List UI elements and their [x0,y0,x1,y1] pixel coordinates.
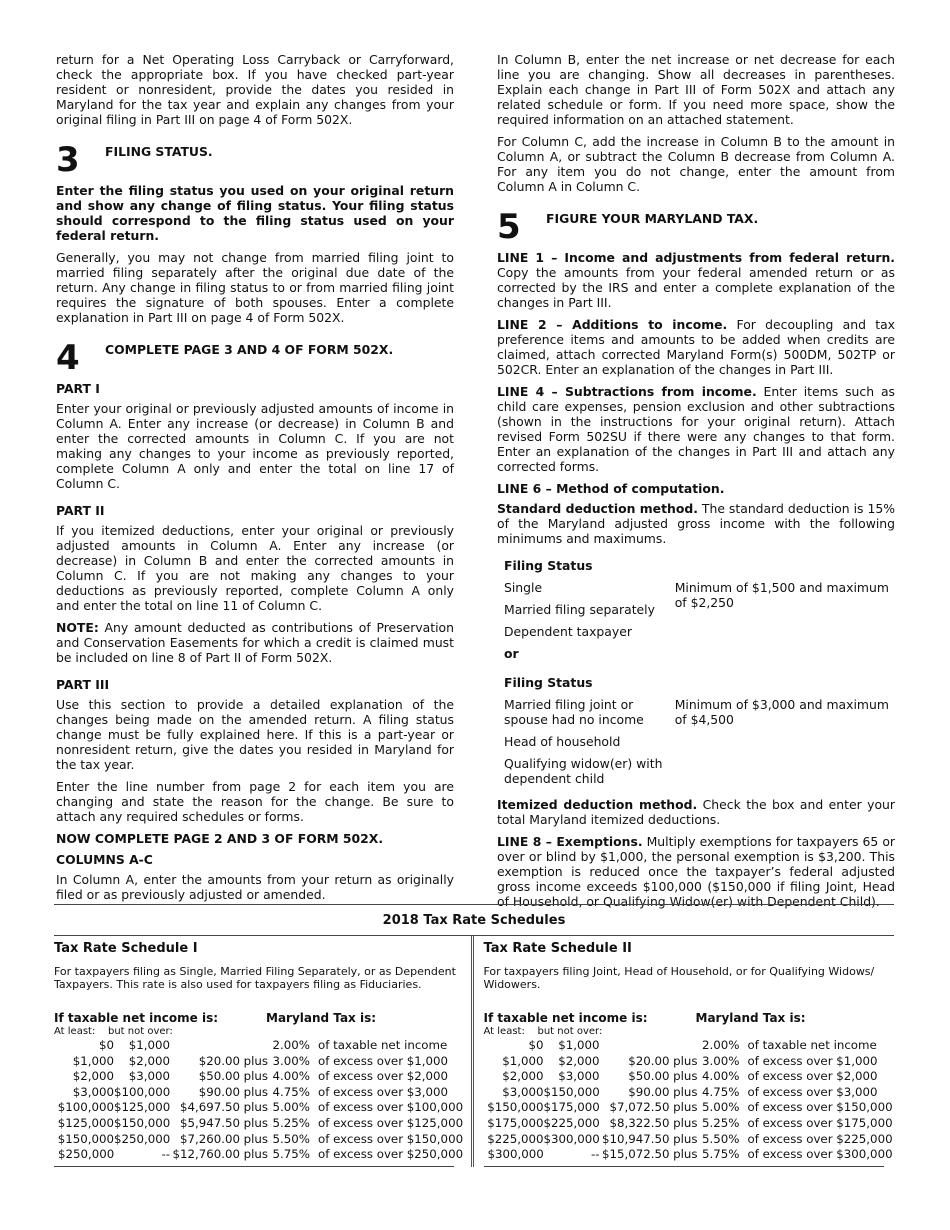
part-1-heading: PART I [56,381,100,396]
cell-rate: 5.75% [702,1147,740,1162]
cell-rate: 2.00% [702,1038,740,1052]
filing-status-instruction: Enter the filing status you used on your original return and show any change of filing status. Your filing status should correspond to the filing status used on your federal return. [56,183,454,243]
filing-status-item: Married filing joint or spouse had no income [504,697,644,727]
table-row [484,1132,895,1148]
standard-deduction-label: Standard deduction method. [497,501,698,516]
cell-rate: 5.25% [702,1115,740,1130]
cell-base-tax: $7,260.00 [179,1131,240,1146]
filing-status-item: Married filing separately [504,602,655,617]
itemized-deduction-text: Check the box and enter your total Maryland itemized deductions. [497,797,895,827]
schedule-rows [484,1038,895,1163]
tax-header: Maryland Tax is: [266,1011,377,1025]
cell-description: of excess over $3,000 [318,1084,449,1099]
section-number: 5 [497,207,521,247]
cell-base-tax: $8,322.50 [609,1115,670,1130]
cell-description: of excess over $175,000 [747,1115,893,1130]
cell-plus: plus [673,1069,698,1084]
line-2-paragraph [497,317,895,377]
cell-description: of excess over $1,000 [318,1053,449,1068]
schedule-title: Tax Rate Schedule I [54,941,198,956]
schedule-rule [54,1166,454,1167]
table-row [484,1147,895,1163]
note-text: Any amount deducted as contributions of Preservation and Conservation Easements for which a credit is claimed must be included on line 8 of Part II of Form 502X. [56,620,454,665]
cell-at-least: $150,000 [487,1100,544,1115]
cell-plus: plus [673,1100,698,1115]
at-least-label: At least: [483,1026,525,1037]
tax-rate-schedule-2 [474,936,895,1167]
cell-at-least: $0 [528,1038,544,1052]
cell-not-over: $150,000 [114,1115,171,1130]
column-c-paragraph: For Column C, add the increase in Column B to the amount in Column A, or subtract the Column B decrease from Column A. For any item you do not change, enter the amount from Column A in Column C. [497,134,895,194]
cell-at-least: $2,000 [502,1069,544,1084]
columns-heading: COLUMNS A-C [56,852,153,867]
cell-rate: 5.25% [272,1115,310,1130]
line-2-label: LINE 2 – Additions to income. [497,317,728,332]
cell-not-over: $3,000 [128,1069,170,1084]
filing-status-heading: Filing Status [504,558,593,573]
cell-base-tax: $90.00 [628,1084,670,1099]
now-complete-heading: NOW COMPLETE PAGE 2 AND 3 OF FORM 502X. [56,831,384,846]
cell-description: of excess over $2,000 [747,1069,878,1084]
cell-plus: plus [673,1131,698,1146]
filing-status-table [504,558,895,793]
not-over-label: but not over: [108,1026,173,1037]
cell-plus: plus [673,1053,698,1068]
cell-not-over: $125,000 [114,1100,171,1115]
intro-paragraph: return for a Net Operating Loss Carryback or Carryforward, check the appropriate box. If you have checked part-year resident or nonresident, provide the dates you resided in Maryland for the tax year and explain any changes from your original filing in Part III on page 4 of Form 502X. [56,52,454,127]
schedule-rule [484,1166,884,1167]
cell-base-tax: $10,947.50 [601,1131,670,1146]
cell-at-least: $175,000 [487,1115,544,1130]
cell-rate: 5.50% [702,1131,740,1146]
cell-rate: 4.75% [272,1084,310,1099]
table-row [484,1069,895,1085]
schedule-subheader [54,1026,465,1038]
cell-not-over: $150,000 [543,1084,600,1099]
cell-plus: plus [673,1147,698,1162]
line-1-text: Copy the amounts from your federal amended return or as corrected by the IRS and enter a complete explanation of the changes in Part III. [497,265,895,310]
cell-not-over: $1,000 [558,1038,600,1052]
filing-status-item: Qualifying widow(er) with dependent child [504,756,663,786]
cell-base-tax: $7,072.50 [609,1100,670,1115]
table-row [484,1038,895,1054]
cell-base-tax: $90.00 [198,1084,240,1099]
filing-status-item: Single [504,580,543,595]
cell-base-tax: $4,697.50 [179,1100,240,1115]
note-label: NOTE: [56,620,99,635]
section-title: FIGURE YOUR MARYLAND TAX. [546,211,759,226]
section-number: 4 [56,338,80,378]
cell-base-tax [170,1038,240,1054]
cell-base-tax: $20.00 [628,1053,670,1068]
cell-plus: plus [673,1115,698,1130]
cell-base-tax [600,1038,670,1054]
filing-status-paragraph: Generally, you may not change from married filing joint to married filing separately after the original due date of the return. Any change in filing status to or from married filing joint requires the signature of both spouses. Enter a complete explanation in Part III on page 4 of Form 502X. [56,250,454,325]
cell-at-least: $1,000 [72,1053,114,1068]
filing-status-group-2 [504,697,895,793]
income-header: If taxable net income is: [54,1011,219,1025]
cell-rate: 2.00% [272,1038,310,1052]
cell-description: of excess over $150,000 [318,1131,464,1146]
cell-description: of excess over $1,000 [747,1053,878,1068]
cell-plus: plus [673,1084,698,1099]
standard-deduction-paragraph [497,501,895,546]
tax-header: Maryland Tax is: [695,1011,806,1025]
cell-rate: 4.00% [272,1069,310,1084]
table-row [484,1085,895,1101]
cell-plus: plus [243,1131,268,1146]
section-4-header [56,337,454,378]
column-b-paragraph: In Column B, enter the net increase or net decrease for each line you are changing. Show all decreases in parentheses. Explain each change in Part III of Form 502X and attach any related schedule or form. If you need more space, show the required information on an attached statement. [497,52,895,127]
table-row [484,1100,895,1116]
deduction-limits: Minimum of $3,000 and maximum of $4,500 [674,697,889,727]
table-row [54,1116,465,1132]
section-title: COMPLETE PAGE 3 AND 4 OF FORM 502X. [105,342,394,357]
cell-base-tax: $20.00 [198,1053,240,1068]
table-row [54,1085,465,1101]
cell-at-least: $0 [98,1038,114,1052]
schedule-description: For taxpayers filing as Single, Married Filing Separately, or as Dependent Taxpayers. This rate is also used for taxpayers filing as Fiduciaries. [54,965,456,991]
schedule-header [54,1011,465,1026]
or-label: or [504,646,519,661]
cell-not-over: $3,000 [558,1069,600,1084]
section-3-header [56,139,454,180]
tax-rate-schedules [54,904,894,1167]
cell-rate: 5.00% [272,1100,310,1115]
schedules-title: 2018 Tax Rate Schedules [54,904,894,936]
line-8-label: LINE 8 – Exemptions. [497,834,643,849]
cell-description: of excess over $125,000 [318,1115,464,1130]
deduction-limits: Minimum of $1,500 and maximum of $2,250 [674,580,889,610]
cell-description: of taxable net income [747,1038,877,1052]
schedule-rows [54,1038,465,1163]
cell-rate: 3.00% [702,1053,740,1068]
cell-plus: plus [243,1115,268,1130]
cell-not-over: $175,000 [543,1100,600,1115]
cell-rate: 5.50% [272,1131,310,1146]
cell-at-least: $125,000 [57,1115,114,1130]
standard-deduction-text: The standard deduction is 15% of the Maryland adjusted gross income with the following minimums and maximums. [497,501,896,546]
cell-not-over: $100,000 [114,1084,171,1099]
cell-plus [670,1038,698,1054]
table-row [54,1069,465,1085]
cell-not-over: -- [161,1147,170,1162]
cell-not-over: -- [590,1147,600,1162]
filing-status-item: Head of household [504,734,621,749]
part-1-paragraph: Enter your original or previously adjusted amounts of income in Column A. Enter any increase (or decrease) in Column B and enter the corrected amounts in Column C. If you are not making any changes to your income as previously reported, complete Column A only and enter the total on line 17 of Column C. [56,401,454,491]
cell-description: of excess over $2,000 [318,1069,449,1084]
cell-not-over: $250,000 [114,1131,171,1146]
filing-status-item: Dependent taxpayer [504,624,632,639]
schedule-header [484,1011,895,1026]
schedule-subheader [484,1026,895,1038]
table-row [484,1116,895,1132]
part-2-paragraph: If you itemized deductions, enter your original or previously adjusted amounts in Column A. Enter any increase (or decrease) in Column B and enter the corrected amounts in Column C. If you are not making any changes to your deductions as previously reported, complete Column A only and enter the total on line 11 of Column C. [56,523,454,613]
cell-not-over: $225,000 [543,1115,600,1130]
table-row [54,1132,465,1148]
cell-base-tax: $50.00 [628,1069,670,1084]
cell-not-over: $300,000 [543,1131,600,1146]
cell-description: of excess over $300,000 [747,1147,893,1162]
cell-plus: plus [243,1147,268,1162]
cell-plus: plus [243,1069,268,1084]
cell-rate: 5.00% [702,1100,740,1115]
cell-base-tax: $50.00 [198,1069,240,1084]
table-row [54,1054,465,1070]
line-1-paragraph [497,250,895,310]
tax-rate-schedule-1 [54,936,474,1167]
filing-status-heading: Filing Status [504,675,593,690]
cell-plus [240,1038,268,1054]
part-2-heading: PART II [56,503,105,518]
part-3-paragraph-2: Enter the line number from page 2 for each item you are changing and state the reason for the change. Be sure to attach any required schedules or forms. [56,779,454,824]
schedule-description: For taxpayers filing Joint, Head of Household, or for Qualifying Widows/ Widowers. [483,965,875,991]
income-header: If taxable net income is: [483,1011,648,1025]
cell-not-over: $2,000 [128,1053,170,1068]
cell-rate: 4.75% [702,1084,740,1099]
line-1-label: LINE 1 – Income and adjustments from federal return. [497,250,895,265]
cell-rate: 5.75% [272,1147,310,1162]
section-5-header [497,206,895,247]
cell-description: of taxable net income [318,1038,448,1052]
not-over-label: but not over: [537,1026,603,1037]
cell-description: of excess over $250,000 [318,1147,464,1162]
cell-at-least: $3,000 [72,1084,114,1099]
cell-at-least: $2,000 [72,1069,114,1084]
section-title: FILING STATUS. [105,144,213,159]
table-row [54,1100,465,1116]
line-6-heading: LINE 6 – Method of computation. [497,481,725,496]
cell-base-tax: $5,947.50 [179,1115,240,1130]
line-8-text: Multiply exemptions for taxpayers 65 or over or blind by $1,000, the personal exemption is $3,200. This exemption is reduced once the taxpayer’s federal adjusted gross income exceeds $100,000 ($150,000 if filing Joint, Head of Household, or Qualifying Widow(er) with Dependent Child). [497,834,896,909]
cell-at-least: $150,000 [57,1131,114,1146]
note-paragraph [56,620,454,665]
section-number: 3 [56,140,80,180]
at-least-label: At least: [54,1026,96,1037]
cell-description: of excess over $150,000 [747,1100,893,1115]
cell-description: of excess over $100,000 [318,1100,464,1115]
line-8-paragraph [497,834,895,909]
cell-plus: plus [243,1100,268,1115]
cell-not-over: $1,000 [128,1038,170,1052]
cell-at-least: $100,000 [57,1100,114,1115]
itemized-deduction-label: Itemized deduction method. [497,797,698,812]
cell-base-tax: $15,072.50 [601,1147,670,1162]
line-4-label: LINE 4 – Subtractions from income. [497,384,757,399]
left-column [56,52,454,909]
cell-description: of excess over $225,000 [747,1131,893,1146]
part-3-heading: PART III [56,677,110,692]
table-row [54,1147,465,1163]
right-column [497,52,895,916]
cell-at-least: $1,000 [502,1053,544,1068]
itemized-deduction-paragraph [497,797,895,827]
line-4-paragraph [497,384,895,474]
columns-paragraph: In Column A, enter the amounts from your return as originally filed or as previously adjusted or amended. [56,872,454,902]
cell-at-least: $3,000 [502,1084,544,1099]
cell-rate: 3.00% [272,1053,310,1068]
line-4-text: Enter items such as child care expenses, pension exclusion and other subtractions (shown in the instructions for your original return). Attach revised Form 502SU if there were any changes to that form. Enter an explanation of the changes in Part III and attach any corrected forms. [497,384,895,474]
cell-description: of excess over $3,000 [747,1084,878,1099]
schedule-title: Tax Rate Schedule II [483,941,632,956]
cell-plus: plus [243,1053,268,1068]
cell-rate: 4.00% [702,1069,740,1084]
table-row [54,1038,465,1054]
part-3-paragraph-1: Use this section to provide a detailed explanation of the changes being made on the amended return. A filing status change must be fully explained here. If this is a part-year or nonresident return, give the dates you resided in Maryland for the tax year. [56,697,454,772]
cell-at-least: $300,000 [487,1147,544,1162]
filing-status-group-1 [504,580,895,646]
cell-base-tax: $12,760.00 [172,1147,240,1162]
table-row [484,1054,895,1070]
cell-plus: plus [243,1084,268,1099]
line-2-text: For decoupling and tax preference items and amounts to be added when credits are claimed, attach corrected Maryland Form(s) 500DM, 502TP or 502CR. Enter an explanation of the changes in Part III. [497,317,896,377]
cell-at-least: $225,000 [487,1131,544,1146]
cell-at-least: $250,000 [58,1147,115,1162]
cell-not-over: $2,000 [558,1053,600,1068]
